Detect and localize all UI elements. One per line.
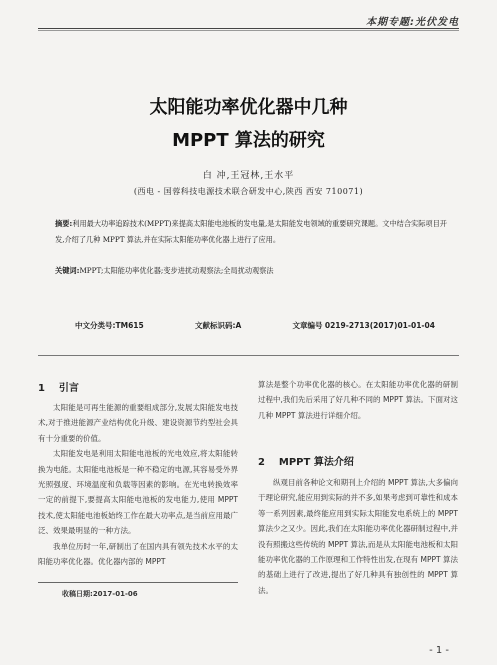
left-column-body (38, 400, 238, 569)
abstract-label: 摘要: (55, 219, 73, 228)
paragraph: 纵观目前各种论文和期刊上介绍的 MPPT 算法,大多偏向于理论研究,能应用到实际的并不多,如果考虑到可靠性和成本等一系列因素,最终能应用到实际太阳能发电系统上的 MPPT 算法少之又少。因此,我们在太阳能功率优化器研制过程中,并没有照搬这些传统的 MPPT 算法,而是从太阳能电池板和太阳能功率优化器的工作原理和工作特性出发,在现有 MPPT 算法的基础上进行了改进,提出了好几种具有独创性的 MPPT 算法。 (258, 478, 458, 595)
clc-code: 中文分类号:TM615 (75, 321, 144, 330)
footnote-rule (38, 582, 238, 583)
authors: 白 冲,王冠林,王水平 (202, 171, 295, 181)
received-date: 收稿日期:2017-01-06 (62, 590, 138, 598)
section-divider (38, 355, 459, 356)
affiliation: (西电 - 国蓉科技电源技术联合研发中心,陕西 西安 710071) (133, 187, 364, 196)
paragraph: 我单位历时一年,研制出了在国内具有领先技术水平的太阳能功率优化器。优化器内部的 MPPT (38, 541, 238, 567)
header-rule-secondary (38, 30, 459, 31)
paragraph: 太阳能是可再生能源的重要组成部分,发展太阳能发电技术,对于推进能源产业结构优化升级、建设资源节约型社会具有十分重要的价值。 (38, 403, 238, 443)
article-number: 文章编号 0219-2713(2017)01-01-04 (292, 321, 435, 330)
keywords-text: MPPT;太阳能功率优化器;变步进扰动观察法;全局扰动观察法 (79, 266, 274, 275)
doc-code: 文献标识码:A (194, 321, 242, 330)
right-column-top (258, 377, 458, 423)
paragraph: 太阳能发电是利用太阳能电池板的光电效应,将太阳能转换为电能。太阳能电池板是一种不稳定的电源,其容易受外界光照强度、环境温度和负载等因素的影响。在光电转换效率一定的前提下,要提高太阳能电池板的发电能力,使用 MPPT 技术,使太阳能电池板始终工作在最大功率点,是当前应用最广泛、效果最明显的一种方法。 (38, 449, 238, 536)
journal-section-header: 本期专题:光伏发电 (366, 17, 459, 28)
abstract-text: 利用最大功率追踪技术(MPPT)来提高太阳能电池板的发电量,是太阳能发电领域的重要研究课题。文中结合实际项目开发,介绍了几种 MPPT 算法,并在实际太阳能功率优化器上进行了应用。 (55, 219, 447, 244)
classification-line (75, 320, 435, 331)
section-heading-intro: 1 引言 (38, 383, 79, 394)
page-number: - 1 - (429, 645, 449, 656)
paper-title-line2: MPPT 算法的研究 (172, 130, 325, 151)
keywords (55, 263, 448, 278)
right-column-bottom (258, 475, 458, 598)
header-rule (38, 28, 459, 29)
section-heading-mppt: 2 MPPT 算法介绍 (258, 457, 354, 468)
keywords-label: 关键词: (55, 266, 80, 275)
paragraph: 算法是整个功率优化器的核心。在太阳能功率优化器的研制过程中,我们先后采用了好几种不同的 MPPT 算法。下面对这几种 MPPT 算法进行详细介绍。 (258, 380, 458, 420)
abstract (55, 216, 448, 247)
paper-title-line1: 太阳能功率优化器中几种 (149, 97, 348, 118)
